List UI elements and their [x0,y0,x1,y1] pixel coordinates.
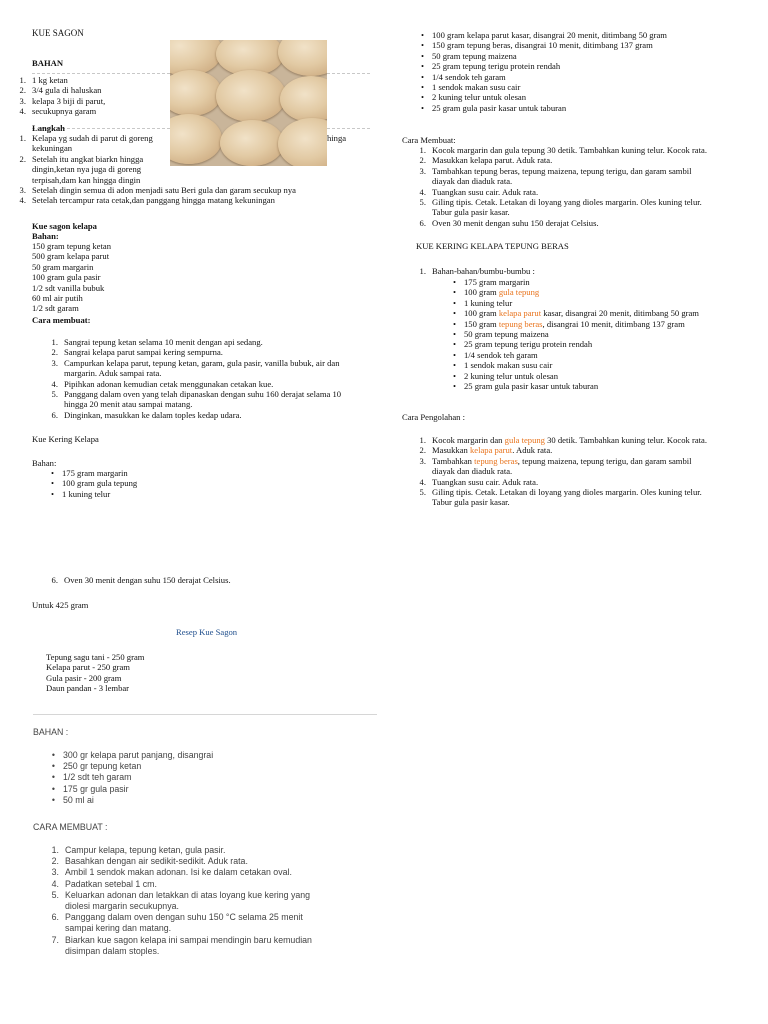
bullet-icon: • [50,488,54,499]
cara2-5-line2: hingga 20 menit atau sampai matang. [64,399,193,410]
list-item: 6. Oven 30 menit dengan suhu 150 derajat Celsius. [419,217,599,228]
r1-cara-6-text: Oven 30 menit dengan suhu 150 derajat Celsius. [432,217,599,228]
bullet-icon: • [452,370,456,381]
langkah-3-text: Setelah dingin semua di adon menjadi satu Beri gula dan garam secukup nya [32,185,296,196]
cara5-3-text: Ambil 1 sendok makan adonan. Isi ke dalam cetakan oval. [65,867,292,878]
r2-cara-item-line2: Tabur gula pasir kasar. [432,497,510,508]
r1-bahan-item-text: 50 gram tepung maizena [432,50,517,61]
cara5-2-text: Basahkan dengan air sedikit-sedikit. Aduk rata. [65,856,248,867]
cara2-3-text: Campurkan kelapa parut, tepung ketan, garam, gula pasir, vanilla bubuk, air dan [64,357,340,368]
langkah-4-text: Setelah tercampur rata cetak,dan panggang hingga matang kekuningan [32,195,275,206]
bahan2-item: 1/2 sdt vanilla bubuk [32,282,105,293]
list-item: 1. Kocok margarin dan gula tepung 30 detik. Tambahkan kuning telur. Kocok rata. [419,145,707,155]
bullet-icon: • [50,478,54,489]
section2-bahan-label: Bahan: [32,231,59,241]
list-item [14,106,174,116]
list-item: 3. Setelah dingin semua di adon menjadi satu Beri gula dan garam secukup nya [19,185,296,196]
list-item [402,51,742,61]
r2-bahan-item: 2 kuning telur untuk olesan [464,370,559,381]
r1-cara-3-line2: diayak dan diaduk rata. [432,176,513,187]
list-item [402,92,742,102]
cara5-5-line2: diolesi margarin secukupnya. [65,901,179,912]
list-number: 3. [419,455,426,466]
bahan1-item-num: 1. [19,75,26,85]
r2-bahan-item: 50 gram tepung maizena [464,329,549,340]
list-item [33,784,373,795]
r2-bahan-item: 100 gram kelapa parut kasar, disangrai 20 menit, ditimbang 50 gram [464,308,699,319]
bahan1-item-text: 1 kg ketan [32,75,68,85]
bahan2-item: 100 gram gula pasir [32,272,101,283]
bahan2-item: 50 gram margarin [32,261,94,272]
highlight-link[interactable]: kelapa parut [469,445,513,456]
list-item [402,381,742,391]
langkah-1-line2: kekuningan [32,143,73,154]
bullet-icon: • [51,772,55,783]
bullet-icon: • [420,61,424,72]
bahan2-item: 500 gram kelapa parut [32,251,110,262]
list-item: 1. Kelapa yg sudah di parut di goreng [19,133,153,143]
list-item [402,329,742,339]
list-item [402,371,742,381]
highlight-link[interactable]: tepung beras [498,318,543,329]
bahan1-item-num: 4. [19,106,26,117]
right1-bahan-list [402,30,742,113]
section4-item: Daun pandan - 3 lembar [46,683,130,694]
list-item: 5. Keluarkan adonan dan letakkan di atas loyang kue kering yang [51,889,311,900]
section2-cara-label: Cara membuat: [32,315,91,325]
resep-kue-sagon-link[interactable]: Resep Kue Sagon [176,627,238,637]
bahan1-item-num: 2. [19,85,26,96]
r1-bahan-item-text: 100 gram kelapa parut kasar, disangrai 20 menit, ditimbang 50 gram [432,30,667,40]
bullet-icon: • [452,308,456,319]
section-divider [33,714,377,715]
r2-bahan-item: 100 gram gula tepung [464,287,540,298]
r2-cara-item: Masukkan kelapa parut. Aduk rata. [432,445,553,456]
bullet-icon: • [452,287,456,298]
list-item [402,319,742,329]
bullet-icon: • [452,277,456,287]
bahan2-item: 150 gram tepung ketan [32,241,111,251]
list-item [402,456,742,466]
list-item [402,277,742,287]
bahan1-item-text: secukupnya garam [32,106,97,117]
r2-cara-item: Giling tipis. Cetak. Letakan di loyang yang dioles margarin. Oles kuning telur. [432,487,702,498]
list-item [402,72,742,82]
sagon-cookies-photo [170,40,327,166]
section4-item: Gula pasir - 200 gram [46,672,122,683]
right2-intro-text: Bahan-bahan/bumbu-bumbu : [432,266,535,276]
right2-title: KUE KERING KELAPA TEPUNG BERAS [416,241,569,251]
section5-cara-list [33,845,373,957]
r1-cara-2-text: Masukkan kelapa parut. Aduk rata. [432,155,553,166]
r2-bahan-item: 1 kuning telur [464,297,513,308]
section3-bahan-list [32,468,232,499]
list-item [32,489,232,499]
bullet-icon: • [452,318,456,329]
bullet-icon: • [452,349,456,360]
list-item: 4. Tuangkan susu cair. Aduk rata. [419,186,539,197]
list-item [402,445,742,455]
r1-cara-5-line2: Tabur gula pasir kasar. [432,207,510,218]
r1-cara-4-text: Tuangkan susu cair. Aduk rata. [432,186,539,197]
r1-cara-3-text: Tambahkan tepung beras, tepung maizena, tepung terigu, dan garam sambil [432,165,692,176]
r2-cara-item: Tuangkan susu cair. Aduk rata. [432,476,539,487]
r2-cara-item: Kocok margarin dan gula tepung 30 detik. Tambahkan kuning telur. Kocok rata. [432,435,707,445]
cara5-1-text: Campur kelapa, tepung ketan, gula pasir. [65,845,226,855]
list-item [402,350,742,360]
r2-bahan-item: 150 gram tepung beras, disangrai 10 menit, ditimbang 137 gram [464,318,685,329]
cara2-6-text: Dinginkan, masukkan ke dalam toples kedap udara. [64,409,242,420]
section2-title: Kue sagon kelapa [32,221,97,231]
section3-bahan-label: Bahan: [32,458,57,468]
bullet-icon: • [452,360,456,371]
list-item [402,308,742,318]
highlight-link[interactable]: kelapa parut [498,308,542,319]
list-item [33,761,373,772]
cara2-1-text: Sangrai tepung ketan selama 10 menit dengan api sedang. [64,337,263,347]
r2-cara-item: Tambahkan tepung beras, tepung maizena, tepung terigu, dan garam sambil [432,455,692,466]
list-item [33,795,373,806]
list-item: 4. Padatkan setebal 1 cm. [51,878,157,889]
list-item [402,287,742,297]
cara2-4-text: Pipihkan adonan kemudian cetak menggunakan cetakan kue. [64,378,274,389]
list-item [402,435,742,445]
section1-bahan-list [14,75,174,117]
bullet-icon: • [51,783,55,794]
section4-item: Kelapa parut - 250 gram [46,662,130,673]
section5-bahan-list [33,750,373,806]
list-item [14,85,174,95]
bullet-icon: • [420,92,424,103]
bahan3-item-text: 175 gram margarin [62,468,128,478]
list-item [14,75,174,85]
bullet-icon: • [51,750,55,760]
bahan3-item-text: 1 kuning telur [62,488,111,499]
bahan5-item-text: 50 ml ai [63,794,94,805]
langkah-2-line3: terpisah,dam kan hingga dingin [32,174,141,185]
list-item [33,772,373,783]
cara5-6-line2: sampai kering dan matang. [65,923,172,934]
list-item: 6. Panggang dalam oven dengan suhu 150 °C selama 25 menit [51,912,303,923]
list-number: 2. [419,445,426,456]
list-item: 4. Pipihkan adonan kemudian cetak menggunakan cetakan kue. [51,378,274,389]
bahan3-item-text: 100 gram gula tepung [62,478,138,489]
section1-title: KUE SAGON [32,28,84,38]
list-item: 7. Biarkan kue sagon kelapa ini sampai mendingin baru kemudian [51,934,312,945]
bahan5-item-text: 175 gr gula pasir [63,783,129,794]
r2-bahan-item: 1 sendok makan susu cair [464,360,553,371]
list-item: 2. Setelah itu angkat biarkn hingga [19,153,144,164]
section4-untuk: Untuk 425 gram [32,600,89,610]
section5-cara-label: CARA MEMBUAT : [33,822,108,832]
r2-bahan-item: 25 gram gula pasir kasar untuk taburan [464,381,599,392]
r2-bahan-item: 25 gram tepung terigu protein rendah [464,339,593,350]
r1-cara-5-text: Giling tipis. Cetak. Letakan di loyang yang dioles margarin. Oles kuning telur. [432,197,702,208]
bahan2-item: 1/2 sdt garam [32,303,79,314]
r1-bahan-item-text: 1/4 sendok teh garam [432,71,506,82]
list-item [402,61,742,71]
bullet-icon: • [420,82,424,93]
section4-item: Tepung sagu tani - 250 gram [46,652,145,662]
cara2-5-text: Panggang dalam oven yang telah dipanaskan dengan suhu 160 derajat selama 10 [64,389,342,400]
cara2-2-text: Sangrai kelapa parut sampai kering sempurna. [64,347,223,358]
section3-title: Kue Kering Kelapa [32,434,99,444]
bahan1-item-num: 3. [19,95,26,106]
cara5-4-text: Padatkan setebal 1 cm. [65,878,157,889]
list-number: 1. [419,435,426,445]
list-number: 5. [419,487,426,498]
right2-bahan-list [402,277,742,391]
cara5-5-text: Keluarkan adonan dan letakkan di atas loyang kue kering yang [65,889,311,900]
list-item [32,478,232,488]
bahan1-item-text: 3/4 gula di haluskan [32,85,102,96]
cara2-3-line2: margarin. Aduk sampai rata. [64,368,162,379]
list-item [402,82,742,92]
list-item: 3. Tambahkan tepung beras, tepung maizena, tepung terigu, dan garam sambil [419,165,692,176]
r1-bahan-item-text: 150 gram tepung beras, disangrai 10 menit, ditimbang 137 gram [432,40,653,51]
r1-bahan-item-text: 25 gram gula pasir kasar untuk taburan [432,102,567,113]
bullet-icon: • [452,339,456,350]
section3-step6-num: 6. [51,575,58,585]
bullet-icon: • [420,50,424,61]
list-item [14,96,174,106]
bullet-icon: • [420,71,424,82]
bahan1-item-text: kelapa 3 biji di parut, [32,95,106,106]
section3-step6-text: Oven 30 menit dengan suhu 150 derajat Celsius. [64,575,231,585]
list-item [402,339,742,349]
list-item [402,103,742,113]
bahan5-item-text: 300 gr kelapa parut panjang, disangrai [63,750,214,760]
r1-cara-1-text: Kocok margarin dan gula tepung 30 detik. Tambahkan kuning telur. Kocok rata. [432,145,707,155]
langkah-2-text: Setelah itu angkat biarkn hingga [32,153,144,164]
bullet-icon: • [420,30,424,40]
right2-intro: 1. Bahan-bahan/bumbu-bumbu : [419,266,535,276]
bullet-icon: • [51,794,55,805]
list-item [402,30,742,40]
bullet-icon: • [51,761,55,772]
list-item: 5. Giling tipis. Cetak. Letakan di loyang yang dioles margarin. Oles kuning telur. [419,197,702,208]
list-item: 4. Setelah tercampur rata cetak,dan panggang hingga matang kekuningan [19,195,275,206]
list-item: 5. Panggang dalam oven yang telah dipanaskan dengan suhu 160 derajat selama 10 [51,389,342,400]
langkah-1-text: Kelapa yg sudah di parut di goreng [32,133,153,143]
list-item: 3. Ambil 1 sendok makan adonan. Isi ke dalam cetakan oval. [51,867,292,878]
list-item [402,298,742,308]
bullet-icon: • [452,381,456,392]
section2-bahan-list [32,241,232,314]
section3-step6 [32,575,332,585]
right1-cara-list [402,145,742,228]
list-item: 2. Basahkan dengan air sedikit-sedikit. Aduk rata. [51,856,248,867]
bullet-icon: • [50,468,54,478]
r2-bahan-item: 175 gram margarin [464,277,530,287]
bullet-icon: • [452,297,456,308]
highlight-link[interactable]: gula tepung [504,435,545,445]
section5-bahan-label: BAHAN : [33,727,69,737]
list-item [402,477,742,487]
list-item: 2. Sangrai kelapa parut sampai kering sempurna. [51,347,223,358]
bullet-icon: • [420,40,424,51]
list-item: 1. Sangrai tepung ketan selama 10 menit dengan api sedang. [51,337,263,347]
bullet-icon: • [452,329,456,340]
right2-cara-list [402,435,742,508]
bullet-icon: • [420,102,424,113]
list-item: 6. Dinginkan, masukkan ke dalam toples kedap udara. [51,409,242,420]
section2-cara-list [32,337,377,420]
list-item [33,750,373,761]
list-item [402,487,742,497]
section1-bahan-label: BAHAN [32,58,64,68]
cara5-7-text: Biarkan kue sagon kelapa ini sampai mendingin baru kemudian [65,934,312,945]
list-item [402,360,742,370]
bahan5-item-text: 250 gr tepung ketan [63,761,142,772]
r1-bahan-item-text: 25 gram tepung terigu protein rendah [432,61,561,72]
list-item [402,40,742,50]
cara5-6-text: Panggang dalam oven dengan suhu 150 °C selama 25 menit [65,912,303,923]
highlight-link[interactable]: gula tepung [498,287,540,298]
list-item: 3. Campurkan kelapa parut, tepung ketan, garam, gula pasir, vanilla bubuk, air dan [51,357,340,368]
bahan2-item: 60 ml air putih [32,293,83,304]
cara5-7-line2: disimpan dalam stoples. [65,945,160,956]
list-item [32,468,232,478]
list-item: 2. Masukkan kelapa parut. Aduk rata. [419,155,553,166]
highlight-link[interactable]: tepung beras [474,455,518,466]
list-item: 1. Campur kelapa, tepung ketan, gula pasir. [51,845,226,855]
section1-langkah-label: Langkah [32,123,65,133]
section4-items [46,652,246,694]
right2-cara-label: Cara Pengolahan : [402,412,466,422]
list-number: 4. [419,476,426,487]
langkah-1-tail: hinga [327,133,347,143]
right1-cara-label: Cara Membuat: [402,135,456,145]
bahan5-item-text: 1/2 sdt teh garam [63,772,132,783]
r2-bahan-item: 1/4 sendok teh garam [464,349,538,360]
r1-bahan-item-text: 1 sendok makan susu cair [432,82,521,93]
langkah-2-line2: dingin,ketan nya juga di goreng [32,164,142,175]
r1-bahan-item-text: 2 kuning telur untuk olesan [432,92,527,103]
r2-cara-item-line2: diayak dan diaduk rata. [432,466,513,477]
